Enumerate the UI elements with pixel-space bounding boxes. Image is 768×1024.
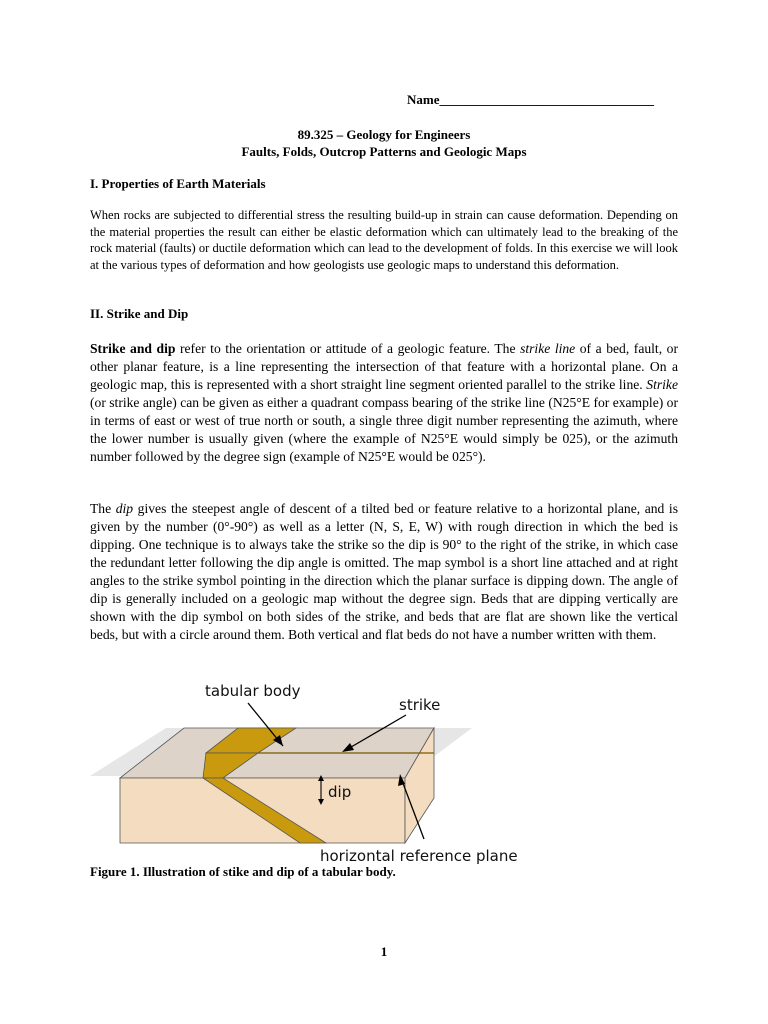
label-strike: strike	[399, 696, 441, 714]
course-title: 89.325 – Geology for Engineers	[297, 127, 471, 142]
text-run: The	[90, 501, 116, 516]
figure-caption: Figure 1. Illustration of stike and dip of a tabular body.	[90, 864, 396, 879]
label-reference-plane: horizontal reference plane	[320, 847, 518, 865]
page-number: 1	[380, 944, 388, 959]
label-dip: dip	[328, 783, 352, 801]
section-heading-strike-dip: II. Strike and Dip	[90, 306, 189, 321]
strike-dip-paragraph	[90, 340, 678, 466]
document-title	[90, 126, 678, 160]
name-field-label: Name_________________________________	[407, 92, 654, 107]
strike-dip-figure	[88, 673, 538, 873]
label-tabular-body: tabular body	[205, 682, 301, 700]
text-run: refer to the orientation or attitude of a geologic feature. The	[175, 341, 521, 356]
text-run: gives the steepest angle of descent of a tilted bed or feature relative to a horizontal plane, and is given by the number (0°-90°) as well as a letter (N, S, E, W) with rough direction in which the bed is dipping. One technique is to always take the strike so the dip is 90° to the right of the strike, in which case the redundant letter following the dip angle is omitted. The map symbol is a short line attached and at right angles to the strike symbol pointing in the direction which the planar surface is dipping down. The angle of dip is generally included on a geologic map without the degree sign. Beds that are dipping vertically are shown with the dip symbol on both sides of the strike, and beds that are flat are shown like the vertical beds, but with a circle around them. Both vertical and flat beds do not have a number written with them.	[90, 501, 678, 642]
section1-paragraph: When rocks are subjected to differential stress the resulting build-up in strain can cause deformation. Depending on the material properties the result can either be elastic deformation which can ultimately lead to the breaking of the rock material (faults) or ductile deformation which can lead to the development of folds. In this exercise we will look at the various types of deformation and how geologists use geologic maps to understand this deformation.	[90, 208, 678, 272]
text-run: (or strike angle) can be given as either a quadrant compass bearing of the strike line (N25°E for example) or in terms of east or west of true north or south, a single three digit number representing the azimuth, where the lower number is usually given (where the example of N25°E would simply be 025), or the azimuth number followed by the degree sign (example of N25°E would be 025°).	[90, 395, 678, 464]
strike-term: Strike	[646, 377, 678, 392]
section-heading-properties: I. Properties of Earth Materials	[90, 176, 266, 191]
text-run: of a bed, fault, or other planar feature, is a line representing the intersection of that feature with a horizontal plane. On a geologic map, this is represented with a short straight line segment oriented parallel to the strike line.	[90, 341, 678, 392]
strike-dip-term: Strike and dip	[90, 341, 176, 356]
strike-line-term: strike line	[520, 341, 576, 356]
dip-paragraph	[90, 500, 678, 644]
dip-term: dip	[115, 501, 134, 516]
document-subtitle: Faults, Folds, Outcrop Patterns and Geologic Maps	[241, 144, 527, 159]
